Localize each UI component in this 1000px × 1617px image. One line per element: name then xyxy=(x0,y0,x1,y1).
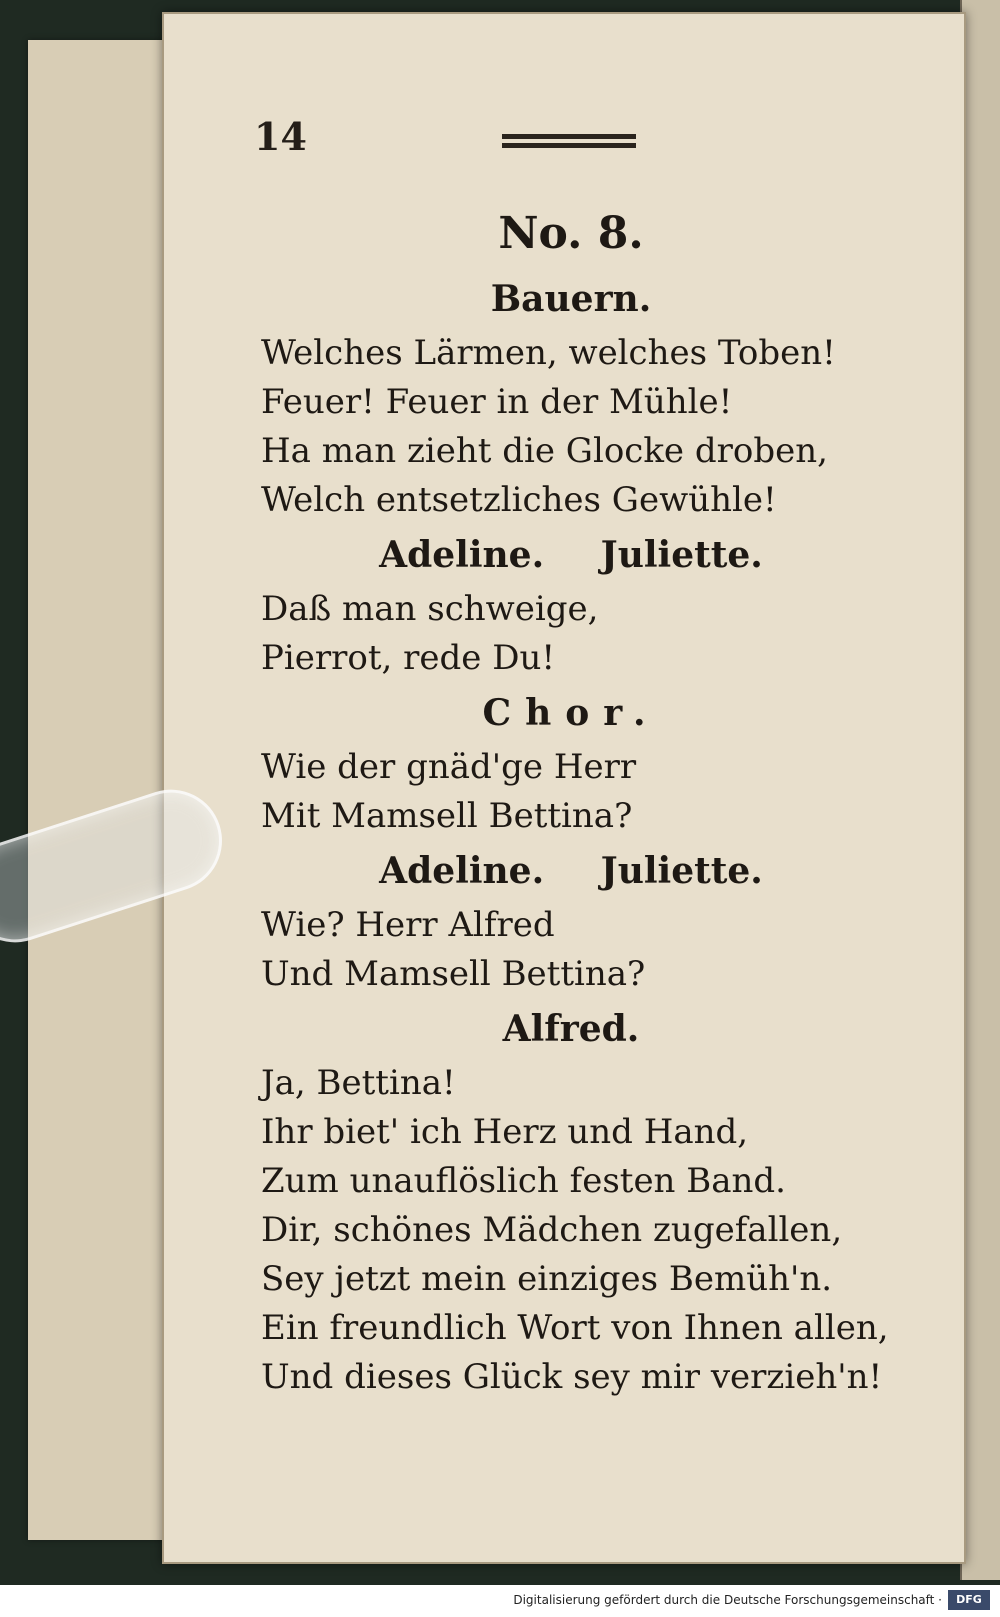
speaker-juliette: Juliette. xyxy=(600,850,763,892)
verse-line: Und dieses Glück sey mir verzieh'n! xyxy=(261,1357,883,1397)
page-number: 14 xyxy=(254,114,307,159)
speaker-heading: Chor. xyxy=(482,692,660,734)
verse-line: Daß man schweige, xyxy=(261,589,599,629)
header-rule xyxy=(502,134,636,152)
verse-line: Ha man zieht die Glocke droben, xyxy=(261,431,828,471)
verse-line: Ja, Bettina! xyxy=(261,1063,456,1103)
verse-line: Mit Mamsell Bettina? xyxy=(261,796,633,836)
dfg-logo: DFG xyxy=(948,1590,990,1610)
verse-line: Dir, schönes Mädchen zugefallen, xyxy=(261,1210,843,1250)
verse-line: Ein freundlich Wort von Ihnen allen, xyxy=(261,1308,889,1348)
verse-line: Welches Lärmen, welches Toben! xyxy=(261,333,836,373)
speaker-heading xyxy=(261,525,881,585)
speaker-adeline: Adeline. xyxy=(379,850,545,892)
speaker-juliette: Juliette. xyxy=(600,534,763,576)
verse-line: Feuer! Feuer in der Mühle! xyxy=(261,382,733,422)
libretto-text xyxy=(261,199,889,1402)
verse-line: Pierrot, rede Du! xyxy=(261,638,556,678)
speaker-heading xyxy=(261,841,881,901)
speaker-heading: Alfred. xyxy=(502,1008,640,1050)
song-number: No. 8. xyxy=(498,208,644,259)
footer-credit: Digitalisierung gefördert durch die Deutsche Forschungsgemeinschaft · xyxy=(513,1593,942,1607)
verse-line: Und Mamsell Bettina? xyxy=(261,954,646,994)
next-page-edge xyxy=(960,0,1000,1580)
verse-line: Welch entsetzliches Gewühle! xyxy=(261,480,777,520)
verse-line: Wie? Herr Alfred xyxy=(261,905,555,945)
book-page xyxy=(162,12,966,1564)
speaker-heading: Bauern. xyxy=(490,278,652,320)
verse-line: Wie der gnäd'ge Herr xyxy=(261,747,637,787)
verse-line: Ihr biet' ich Herz und Hand, xyxy=(261,1112,749,1152)
verse-line: Sey jetzt mein einziges Bemüh'n. xyxy=(261,1259,833,1299)
footer-bar xyxy=(0,1585,1000,1617)
verse-line: Zum unauflöslich festen Band. xyxy=(261,1161,786,1201)
speaker-adeline: Adeline. xyxy=(379,534,545,576)
